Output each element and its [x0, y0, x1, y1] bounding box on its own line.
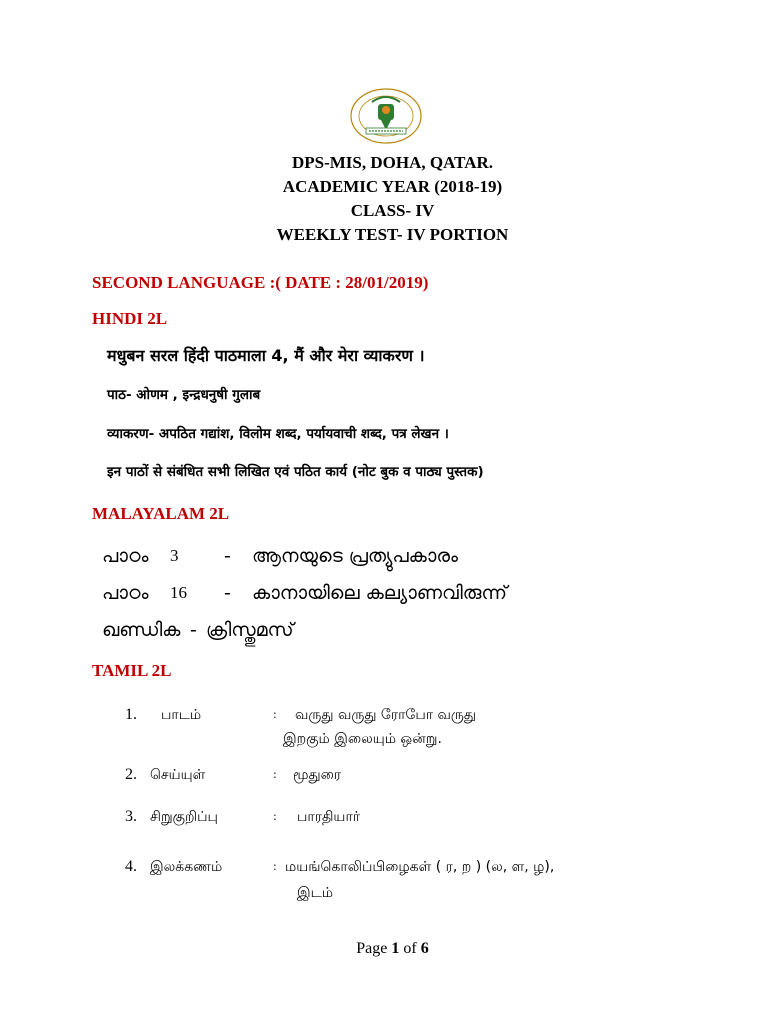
- malayalam-line: [102, 580, 508, 606]
- tamil-row-number: 1.: [125, 706, 137, 723]
- tamil-row-number: 3.: [125, 808, 137, 825]
- tamil-row-value: வருது வருது ரோபோ வருது: [295, 707, 477, 723]
- tamil-row-value-line2: இடம்: [297, 885, 334, 901]
- malayalam-label: പാഠം: [102, 545, 149, 567]
- tamil-row-number: 4.: [125, 858, 137, 875]
- tamil-row-colon: :: [273, 810, 277, 823]
- page-number: 1: [391, 940, 400, 957]
- page-footer: [0, 940, 770, 958]
- malayalam-label: പാഠം: [102, 582, 149, 604]
- page-total: 6: [420, 940, 429, 957]
- malayalam-num: 3: [170, 546, 179, 565]
- tamil-row-value-line2: இறகும் இலையும் ஒன்று.: [283, 731, 442, 747]
- malayalam-label: ഖണ്ഡിക: [102, 619, 181, 641]
- tamil-row-label: பாடம்: [161, 707, 202, 723]
- malayalam-text: ക്രിസ്തുമസ്: [206, 619, 294, 641]
- academic-year: ACADEMIC YEAR (2018-19): [282, 177, 503, 196]
- tamil-heading: TAMIL 2L: [92, 661, 172, 680]
- malayalam-dash: -: [224, 545, 231, 567]
- tamil-row-colon: :: [273, 768, 277, 781]
- school-logo: [348, 86, 424, 146]
- tamil-row-value: மயங்கொலிப்பிழைகள் ( ர, ற ) (ல, ள, ழ),: [285, 859, 555, 875]
- hindi-lessons-line: पाठ- ओणम , इन्द्रधनुषी गुलाब: [107, 387, 261, 403]
- tamil-row-value: பாரதியார்: [297, 809, 361, 825]
- malayalam-line: [102, 543, 458, 569]
- of-word: of: [403, 940, 417, 957]
- hindi-grammar-line: व्याकरण- अपठित गद्यांश, विलोम शब्द, पर्यायवाची शब्द, पत्र लेखन ।: [107, 426, 449, 442]
- tamil-row-colon: :: [273, 708, 277, 721]
- hindi-book-line: मधुबन सरल हिंदी पाठमाला 4, मैं और मेरा व्याकरण ।: [107, 346, 425, 365]
- page-word: Page: [356, 940, 388, 957]
- malayalam-heading: MALAYALAM 2L: [92, 504, 230, 523]
- tamil-row-value: மூதுரை: [293, 767, 342, 783]
- malayalam-text: ആനയുടെ പ്രത്യുപകാരം: [252, 545, 458, 567]
- malayalam-line: [102, 617, 294, 643]
- malayalam-num: 16: [170, 583, 187, 602]
- tamil-row-label: செய்யுள்: [150, 767, 206, 783]
- second-language-heading: SECOND LANGUAGE :( DATE : 28/01/2019): [92, 273, 429, 292]
- class-label: CLASS- IV: [350, 201, 435, 220]
- weekly-test-title: WEEKLY TEST- IV PORTION: [276, 225, 509, 244]
- hindi-work-line: इन पाठों से संबंधित सभी लिखित एवं पठित कार्य (नोट बुक व पाठ्य पुस्तक): [107, 464, 484, 480]
- tamil-row-label: சிறுகுறிப்பு: [150, 809, 218, 825]
- malayalam-dash: -: [190, 619, 197, 641]
- school-name: DPS-MIS, DOHA, QATAR.: [291, 153, 493, 172]
- hindi-heading: HINDI 2L: [92, 309, 168, 328]
- malayalam-text: കാനായിലെ കല്യാണവിരുന്ന്: [252, 582, 508, 604]
- tamil-row-number: 2.: [125, 766, 137, 783]
- tamil-row-label: இலக்கணம்: [150, 859, 223, 875]
- malayalam-dash: -: [224, 582, 231, 604]
- tamil-row-colon: :: [273, 860, 277, 873]
